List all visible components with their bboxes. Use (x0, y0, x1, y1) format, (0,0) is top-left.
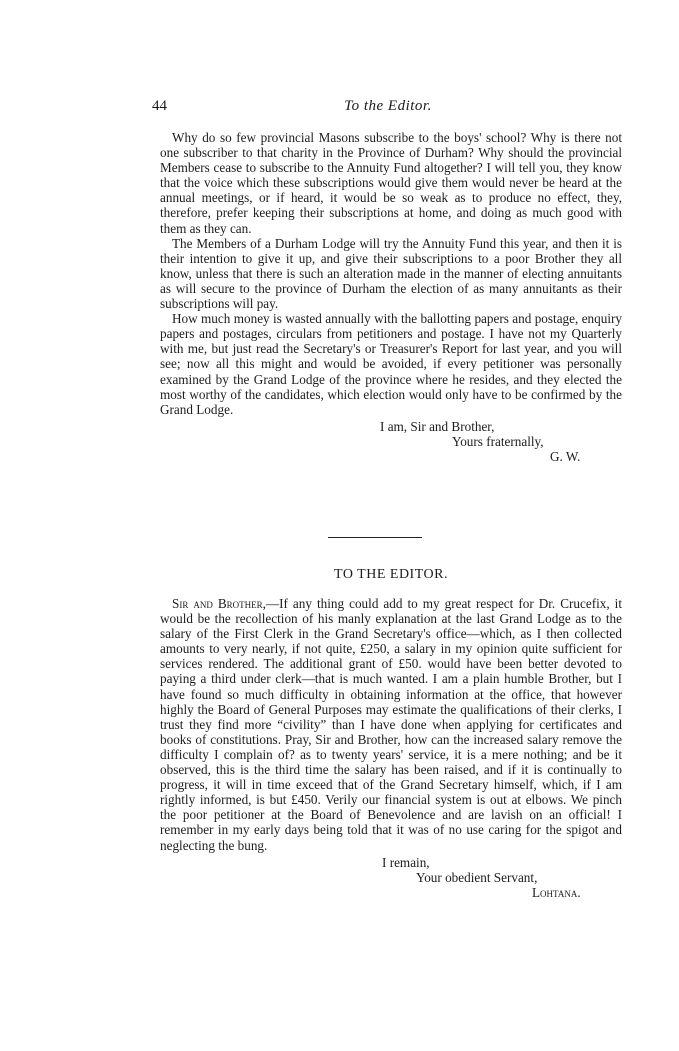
section-heading: TO THE EDITOR. (334, 567, 448, 582)
signature: G. W. (550, 448, 581, 464)
letter-two-text: —If any thing could add to my great respect for Dr. Crucefix, it would be the recollection of his manly explanation at the last Grand Lodge as to the salary of the First Clerk in the Grand Secretary's office—which, as I then collected amounts to very nearly, if not quite, £250, a salary in my opinion quite sufficient for services rendered. The additional grant of £50. would have been better devoted to paying a third under clerk—that is much wanted. I am a plain humble Brother, but I have found so much difficulty in obtaining information at the office, that however highly the Board of General Purposes may estimate the qualifications of their clerks, I trust they find more “civility” than I have done when applying for certificates and books of constitutions. Pray, Sir and Brother, how can the increased salary remove the difficulty I complain of? as to twenty years' service, it is a mere nothing; and be it observed, this is the third time the salary has been raised, and if it is continually to progress, it will in time exceed that of the Grand Secretary himself, which, if I am rightly informed, is but £450. Verily our financial system is out at elbows. We pinch the poor petitioner at the Board of Benevolence and are lavish on an official! I remember in my early days being told that it was of no use caring for the spigot and neglecting the bung. (160, 596, 622, 853)
letter-one-paragraph-2: The Members of a Durham Lodge will try the Annuity Fund this year, and then it is their intention to give it up, and give their subscriptions to a poor Brother they all know, unless that there is such an alteration made in the manner of electing annuitants as will secure to the province of Durham the election of as many annuitants as their subscriptions will pay. (160, 235, 622, 312)
letter-two (160, 596, 622, 900)
section-divider (328, 537, 422, 538)
letter-two-paragraph (160, 596, 622, 853)
letter-one-paragraph-1: Why do so few provincial Masons subscribe to the boys' school? Why is there not one subscriber to that charity in the Province of Durham? Why should the provincial Members cease to subscribe to the Annuity Fund altogether? I will tell you, they know that the voice which these subscriptions would give them would never be heard at the annual meetings, or if heard, it would be so weak as to produce no effect, they, therefore, prefer keeping their subscriptions at home, and doing as much good with them as they can. (160, 130, 622, 236)
running-head: To the Editor. (344, 98, 432, 114)
signature: Lohtana. (532, 884, 581, 900)
salutation: Sir and Brother, (172, 596, 266, 611)
closing-line: I remain, (382, 854, 430, 870)
letter-one (160, 130, 622, 464)
closing-line: Your obedient Servant, (416, 869, 538, 885)
letter-one-closing (160, 419, 622, 464)
page-header (152, 98, 624, 118)
page-number: 44 (152, 98, 167, 114)
letter-two-closing (160, 855, 622, 900)
letter-one-paragraph-3: How much money is wasted annually with the ballotting papers and postage, enquiry papers and postages, circulars from petitioners and postage. I have not my Quarterly with me, but just read the Secretary's or Treasurer's Report for last year, and you will see; now all this might and would be avoided, if every petitioner was personally examined by the Grand Lodge of the province where he resides, and they elected the most worthy of the candidates, which election would only have to be confirmed by the Grand Lodge. (160, 311, 622, 417)
closing-line: I am, Sir and Brother, (380, 418, 495, 434)
closing-line: Yours fraternally, (452, 433, 544, 449)
